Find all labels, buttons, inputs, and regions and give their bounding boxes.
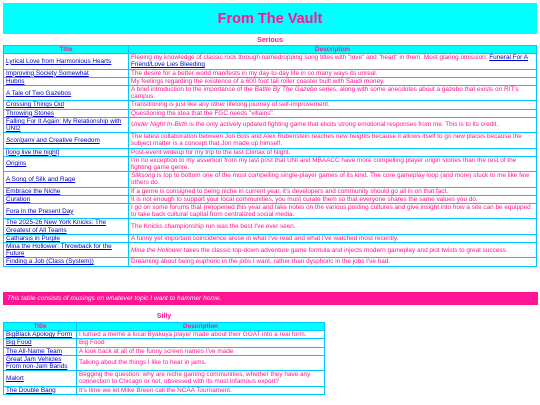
row-description: A brief introduction to the importance of the xyxy=(131,86,255,94)
post-link[interactable]: Improving Society Somewhat xyxy=(6,69,89,77)
post-link[interactable]: Big Food xyxy=(6,339,32,347)
post-link-italic: Scorigami xyxy=(6,136,35,144)
table-row xyxy=(4,195,537,203)
table-row xyxy=(4,339,325,347)
table-row xyxy=(4,204,537,219)
post-link[interactable]: The All-Name Team xyxy=(6,347,62,355)
table-row xyxy=(4,148,537,156)
post-link[interactable]: A Tale of Two Gazebos xyxy=(6,89,72,97)
post-link[interactable]: BigBlack Apology Form xyxy=(6,331,73,339)
serious-table-header-row xyxy=(4,46,537,54)
row-description: It's time we let Mike Breen call the NCAA Tournament. xyxy=(77,386,325,394)
column-header-title: Title xyxy=(4,323,77,331)
post-link[interactable]: Malort xyxy=(6,374,24,382)
row-description: My feelings regarding the existence of a 600 foot tall roller coaster built with Saudi money. xyxy=(129,77,537,85)
silly-table-header-row xyxy=(4,323,325,331)
post-link[interactable]: Catharsis in Purple xyxy=(6,234,60,242)
row-description-emphasis: Silksong xyxy=(131,172,156,180)
post-link[interactable]: The Double Bang xyxy=(6,386,56,394)
table-row xyxy=(4,69,537,77)
serious-section-title: Serious xyxy=(257,37,283,44)
row-description: is the only actively updated fighting game that elicits strong emotional responses from me. This is to its credit. xyxy=(187,121,499,129)
post-link[interactable]: Throwing Stones xyxy=(6,109,54,117)
row-description-emphasis: Under Night In-Birth xyxy=(131,121,188,129)
table-row xyxy=(4,386,325,394)
row-description: is top to bottom one of the most compelling single-player games of its kind. The core gameplay loop (and more) stuck to me like few others do. xyxy=(131,172,530,187)
post-link[interactable]: [long live the night] xyxy=(6,148,60,156)
table-row xyxy=(4,219,537,234)
table-row xyxy=(4,172,537,187)
post-link[interactable]: Curation xyxy=(6,195,31,203)
row-description: Begging the question: why are niche gaming communities, whether they have any connection to Chicago or not, obsessed with its most infamous export? xyxy=(77,371,325,386)
post-link[interactable]: A Song of Silk and Rage xyxy=(6,175,76,183)
silly-table xyxy=(3,322,325,395)
row-description: series, along with some anecdotes about a gazebo that exists on RIT's campus. xyxy=(131,86,519,101)
row-description: The Knicks championship run was the best I've ever seen. xyxy=(129,219,537,234)
row-description: Talking about the things I like to hear in jams. xyxy=(77,355,325,370)
row-description: The desire for a better world manifests in my day-to-day life in so many ways its unreal. xyxy=(129,69,537,77)
table-row xyxy=(4,101,537,109)
post-link[interactable]: Origins xyxy=(6,160,27,168)
table-row xyxy=(4,331,325,339)
table-row xyxy=(4,156,537,171)
table-row xyxy=(4,77,537,85)
silly-section-title: Silly xyxy=(156,313,172,320)
row-description-emphasis: Battle By The Gazebo xyxy=(254,86,318,94)
post-link[interactable]: Hubris xyxy=(6,77,25,85)
table-row xyxy=(4,86,537,101)
column-header-description: Description xyxy=(129,46,537,54)
post-link[interactable]: Great Jam Vehicles From non-Jam Bands xyxy=(6,355,68,371)
post-link[interactable]: Finding a Job (Class (System)) xyxy=(6,258,94,266)
table-row xyxy=(4,355,325,370)
table-row xyxy=(4,243,537,258)
row-description: Post-event writeup for my trip to the last Climax of Night. xyxy=(129,148,537,156)
table-row xyxy=(4,117,537,132)
row-description: takes the classic top-down adventure game formula and injects modern gameplay and plot twists to great success. xyxy=(182,246,508,254)
row-description: If a genre is consigned to being niche in current year, it's developers and community should go all in on that fact. xyxy=(129,187,537,195)
row-description-emphasis: Mina the Hollower xyxy=(131,246,183,254)
column-header-description: Description xyxy=(77,323,325,331)
row-description: Dreaming about being euphoric in the jobs I want, rather than dysphoric in the jobs I've had. xyxy=(129,258,537,266)
serious-table xyxy=(3,45,537,267)
row-description: I turned a meme a local Byakuya player made about their GOAT into a real form. xyxy=(77,331,325,339)
table-row xyxy=(4,234,537,242)
row-description: I go on some forums that (re)opened this year and take notes on the various posting cultures and give insight into how a site can be equipped to take back cultural capital from centralized social media. xyxy=(129,204,537,219)
row-description: It is not enough to support your local communities, you must curate them so that everyone shares the same values you do. xyxy=(129,195,537,203)
row-description: Questioning the idea that the FGC needs "villains". xyxy=(129,109,537,117)
post-link[interactable]: Falling For It Again: My Relationship with UNI2 xyxy=(6,117,122,133)
table-row xyxy=(4,54,537,69)
row-description: Fleeing my knowledge of classic rock through namedropping song titles with "love" and "heart" in them. Most glaring omission: xyxy=(131,54,490,62)
post-link[interactable]: Crossing Things Out xyxy=(6,101,65,109)
row-description: The latest collaboration between Jon Bois and Alex Rubenstein reaches new heights because it allows itself to go new places because the subject matter is a concept that Jon made up himself. xyxy=(129,133,537,148)
table-row xyxy=(4,258,537,266)
row-description: I'm no exception to my assertion from my last post that UNI and MBAACC have more compelling player origin stories than the rest of the fighting game genre. xyxy=(129,156,537,171)
table-row xyxy=(4,347,325,355)
post-link[interactable] xyxy=(6,137,100,144)
row-description: A funny yet important coincidence arose in what I've read and what I've watched most recently. xyxy=(129,234,537,242)
post-link[interactable]: Mina the Hollower: Throwback for the Future xyxy=(6,243,112,258)
table-row xyxy=(4,109,537,117)
post-link[interactable]: The 2025-26 New York Knicks: The Greatest of All Teams xyxy=(6,219,107,234)
serious-table-note: This table consists of musings on whatever topic I want to hammer home. xyxy=(3,292,538,305)
column-header-title: Title xyxy=(4,46,129,54)
post-link[interactable]: Lyrical Love from Harmonious Hearts xyxy=(6,57,112,65)
table-row xyxy=(4,371,325,386)
row-description: A look back at all of the funny screen names I've made xyxy=(77,347,325,355)
row-description: Big Food xyxy=(77,339,325,347)
post-link[interactable]: Embrace the Niche xyxy=(6,187,61,195)
table-row xyxy=(4,187,537,195)
post-link[interactable]: Fora in the Present Day xyxy=(6,207,74,215)
song-link[interactable]: Funeral For A Friend/Love Lies Bleeding xyxy=(131,54,528,69)
page-title: From The Vault xyxy=(217,10,323,27)
page-header-banner xyxy=(3,3,537,34)
table-row xyxy=(4,133,537,148)
post-link-rest: and Creative Freedom xyxy=(34,136,100,144)
row-description: Transitioning is just like any other lifelong journey of self-improvement. xyxy=(129,101,537,109)
